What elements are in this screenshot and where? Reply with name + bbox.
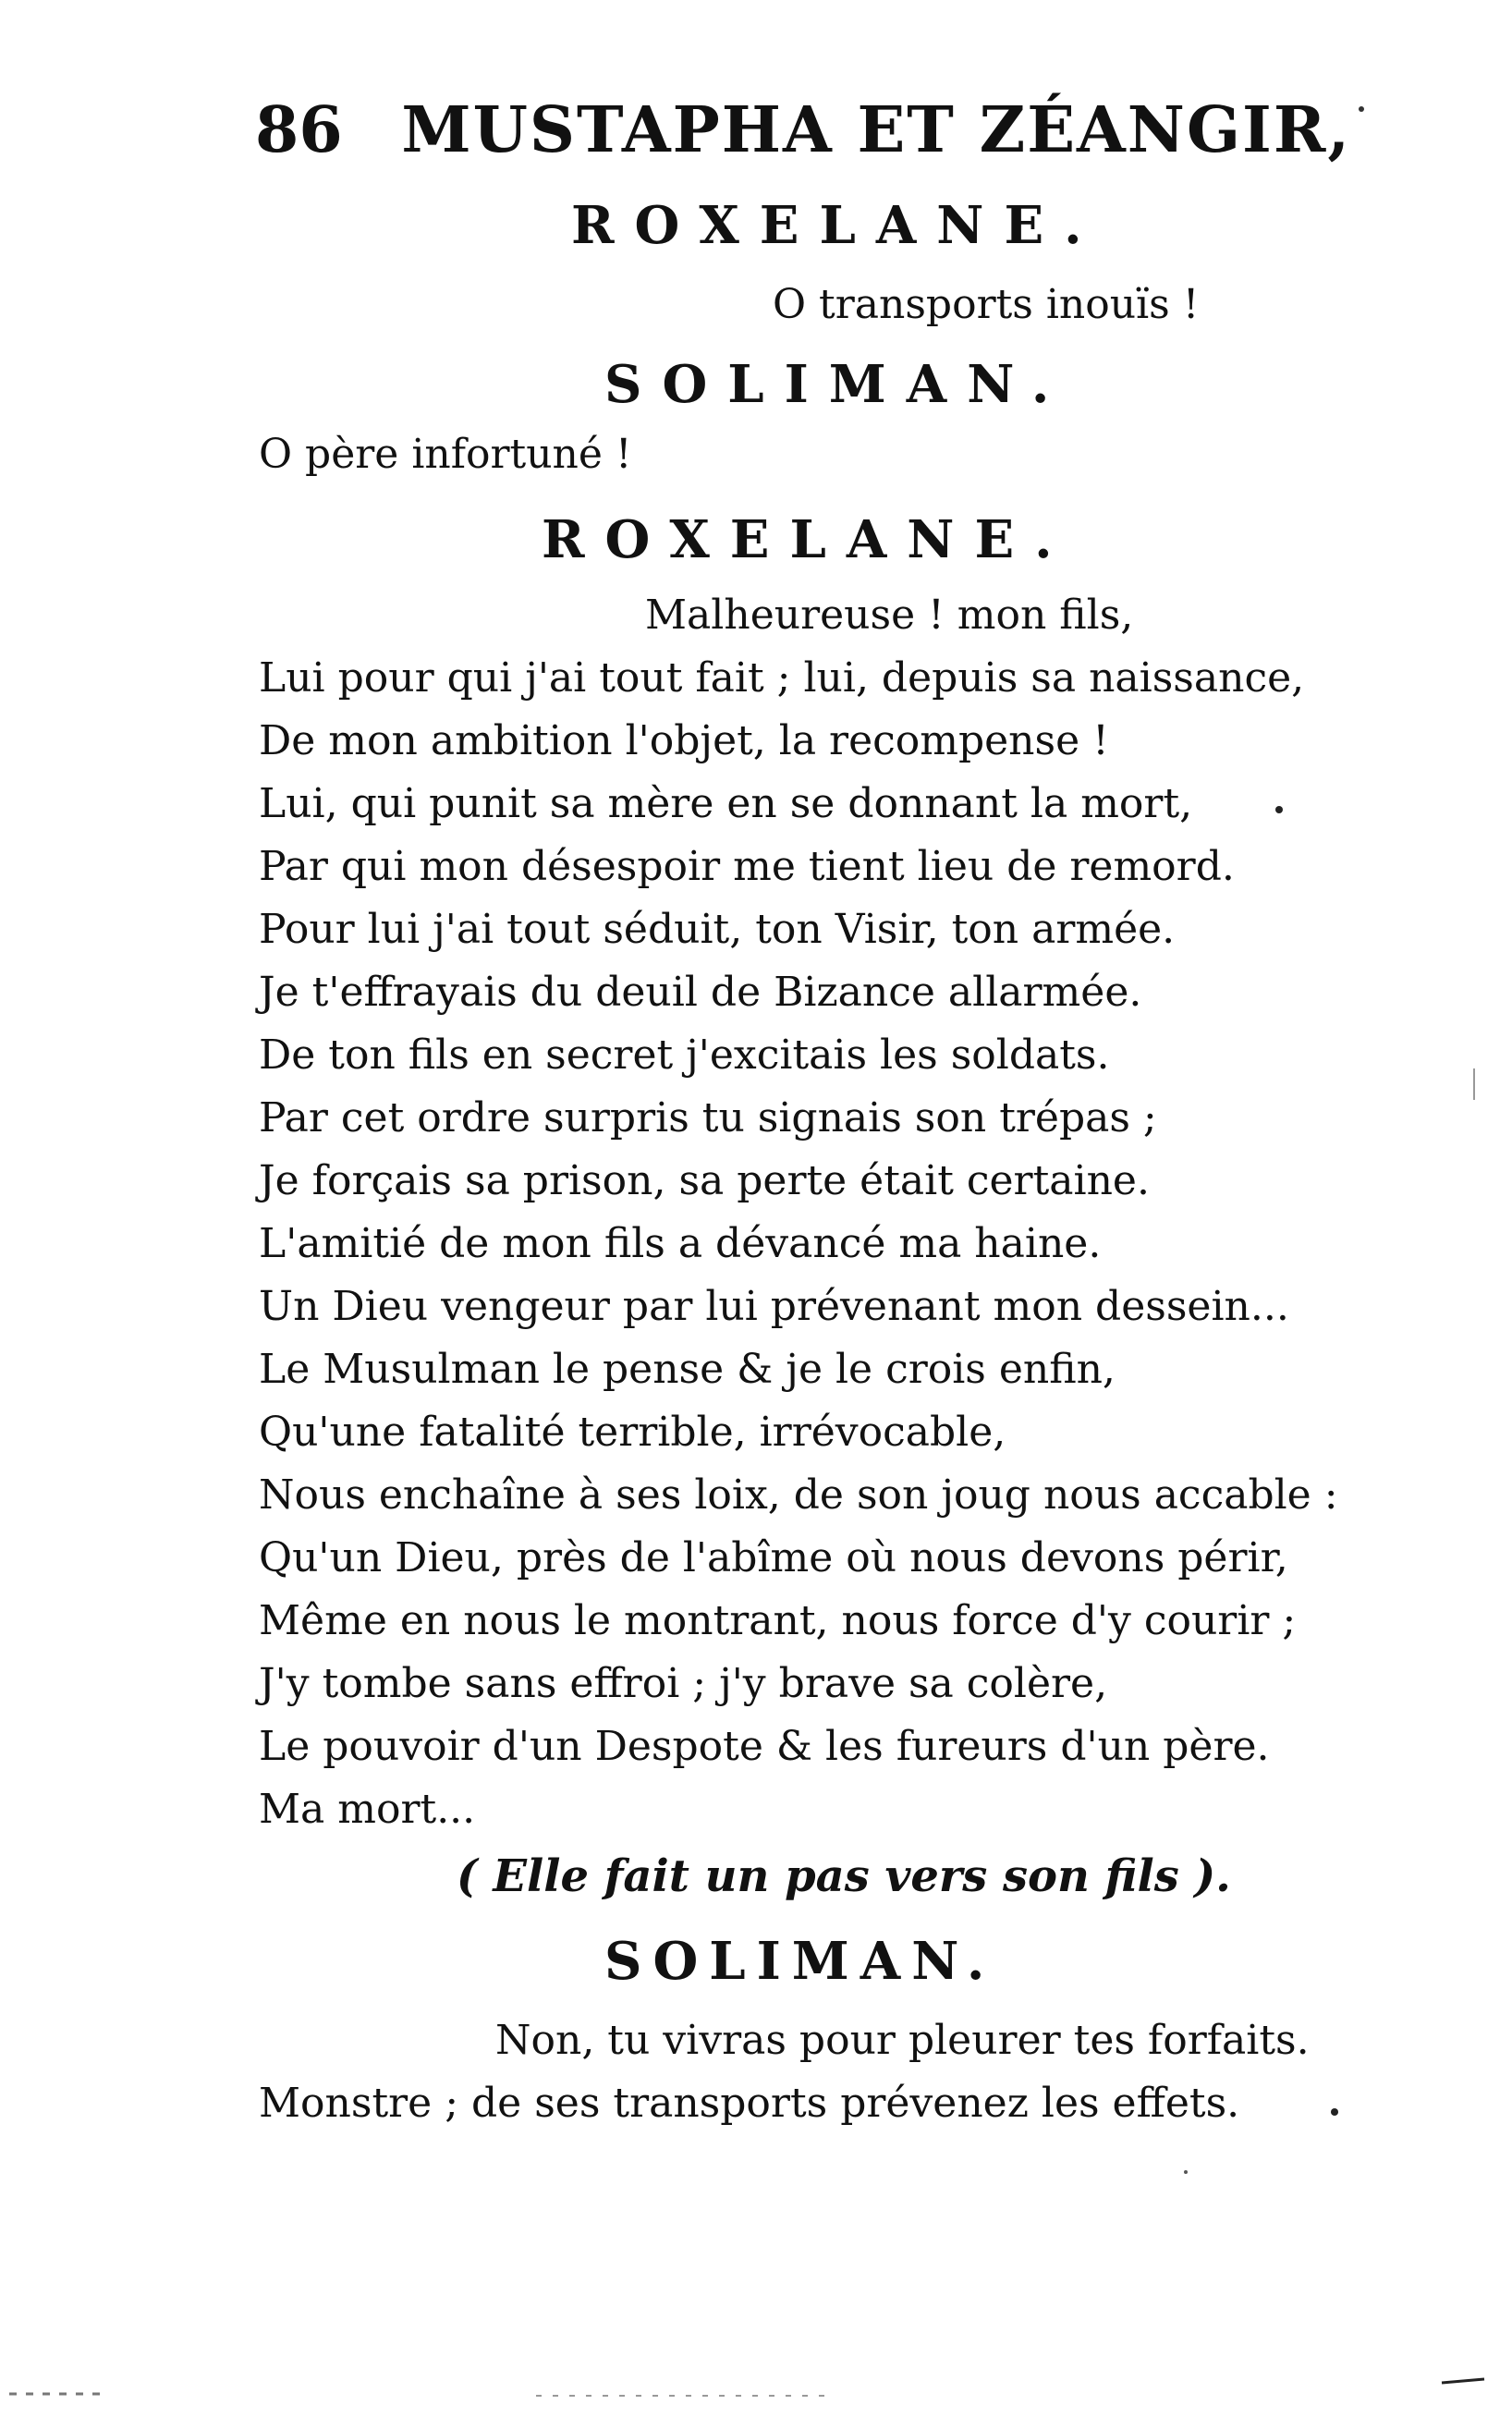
verse-line: Je t'effrayais du deuil de Bizance allarmée. — [259, 969, 1142, 1016]
verse-line: Nous enchaîne à ses loix, de son joug nous accable : — [259, 1471, 1338, 1519]
speaker-name: ROXELANE. — [571, 195, 1103, 256]
verse-line: Qu'un Dieu, près de l'abîme où nous devons périr, — [259, 1534, 1288, 1581]
speaker-name: SOLIMAN. — [604, 1931, 996, 1992]
verse-line: O transports inouïs ! — [773, 281, 1200, 328]
verse-line: L'amitié de mon fils a dévancé ma haine. — [259, 1220, 1102, 1267]
verse-line: De mon ambition l'objet, la recompense ! — [259, 717, 1109, 764]
verse-line: Pour lui j'ai tout séduit, ton Visir, ton armée. — [259, 906, 1176, 953]
page-number: 86 — [255, 93, 343, 167]
speaker-name: SOLIMAN. — [604, 354, 1070, 415]
verse-line: Même en nous le montrant, nous force d'y courir ; — [259, 1597, 1297, 1644]
verse-line: Le Musulman le pense & je le crois enfin, — [259, 1346, 1116, 1393]
verse-line: Ma mort... — [259, 1786, 476, 1833]
verse-line: Par cet ordre surpris tu signais son trépas ; — [259, 1094, 1157, 1141]
verse-line: Le pouvoir d'un Despote & les fureurs d'un père. — [259, 1723, 1270, 1770]
verse-line: Je forçais sa prison, sa perte était certaine. — [259, 1157, 1150, 1204]
verse-line: Non, tu vivras pour pleurer tes forfaits. — [495, 2017, 1310, 2064]
verse-line: Un Dieu vengeur par lui prévenant mon dessein... — [259, 1283, 1289, 1330]
verse-line: J'y tombe sans effroi ; j'y brave sa colère, — [259, 1660, 1108, 1707]
verse-line: De ton fils en secret j'excitais les soldats. — [259, 1031, 1110, 1079]
running-title: MUSTAPHA ET ZÉANGIR, — [401, 93, 1352, 167]
verse-line: Malheureuse ! mon fils, — [645, 592, 1134, 639]
verse-line: Par qui mon désespoir me tient lieu de remord. — [259, 843, 1235, 890]
verse-line: Lui pour qui j'ai tout fait ; lui, depuis sa naissance, — [259, 654, 1305, 702]
verse-line: O père infortuné ! — [259, 431, 632, 478]
verse-line: Lui, qui punit sa mère en se donnant la mort, — [259, 780, 1193, 827]
verse-line: Monstre ; de ses transports prévenez les effets. — [259, 2080, 1240, 2127]
verse-line: Qu'une fatalité terrible, irrévocable, — [259, 1409, 1006, 1456]
stage-direction: ( Elle fait un pas vers son fils ). — [457, 1850, 1231, 1902]
speaker-name: ROXELANE. — [542, 509, 1073, 570]
